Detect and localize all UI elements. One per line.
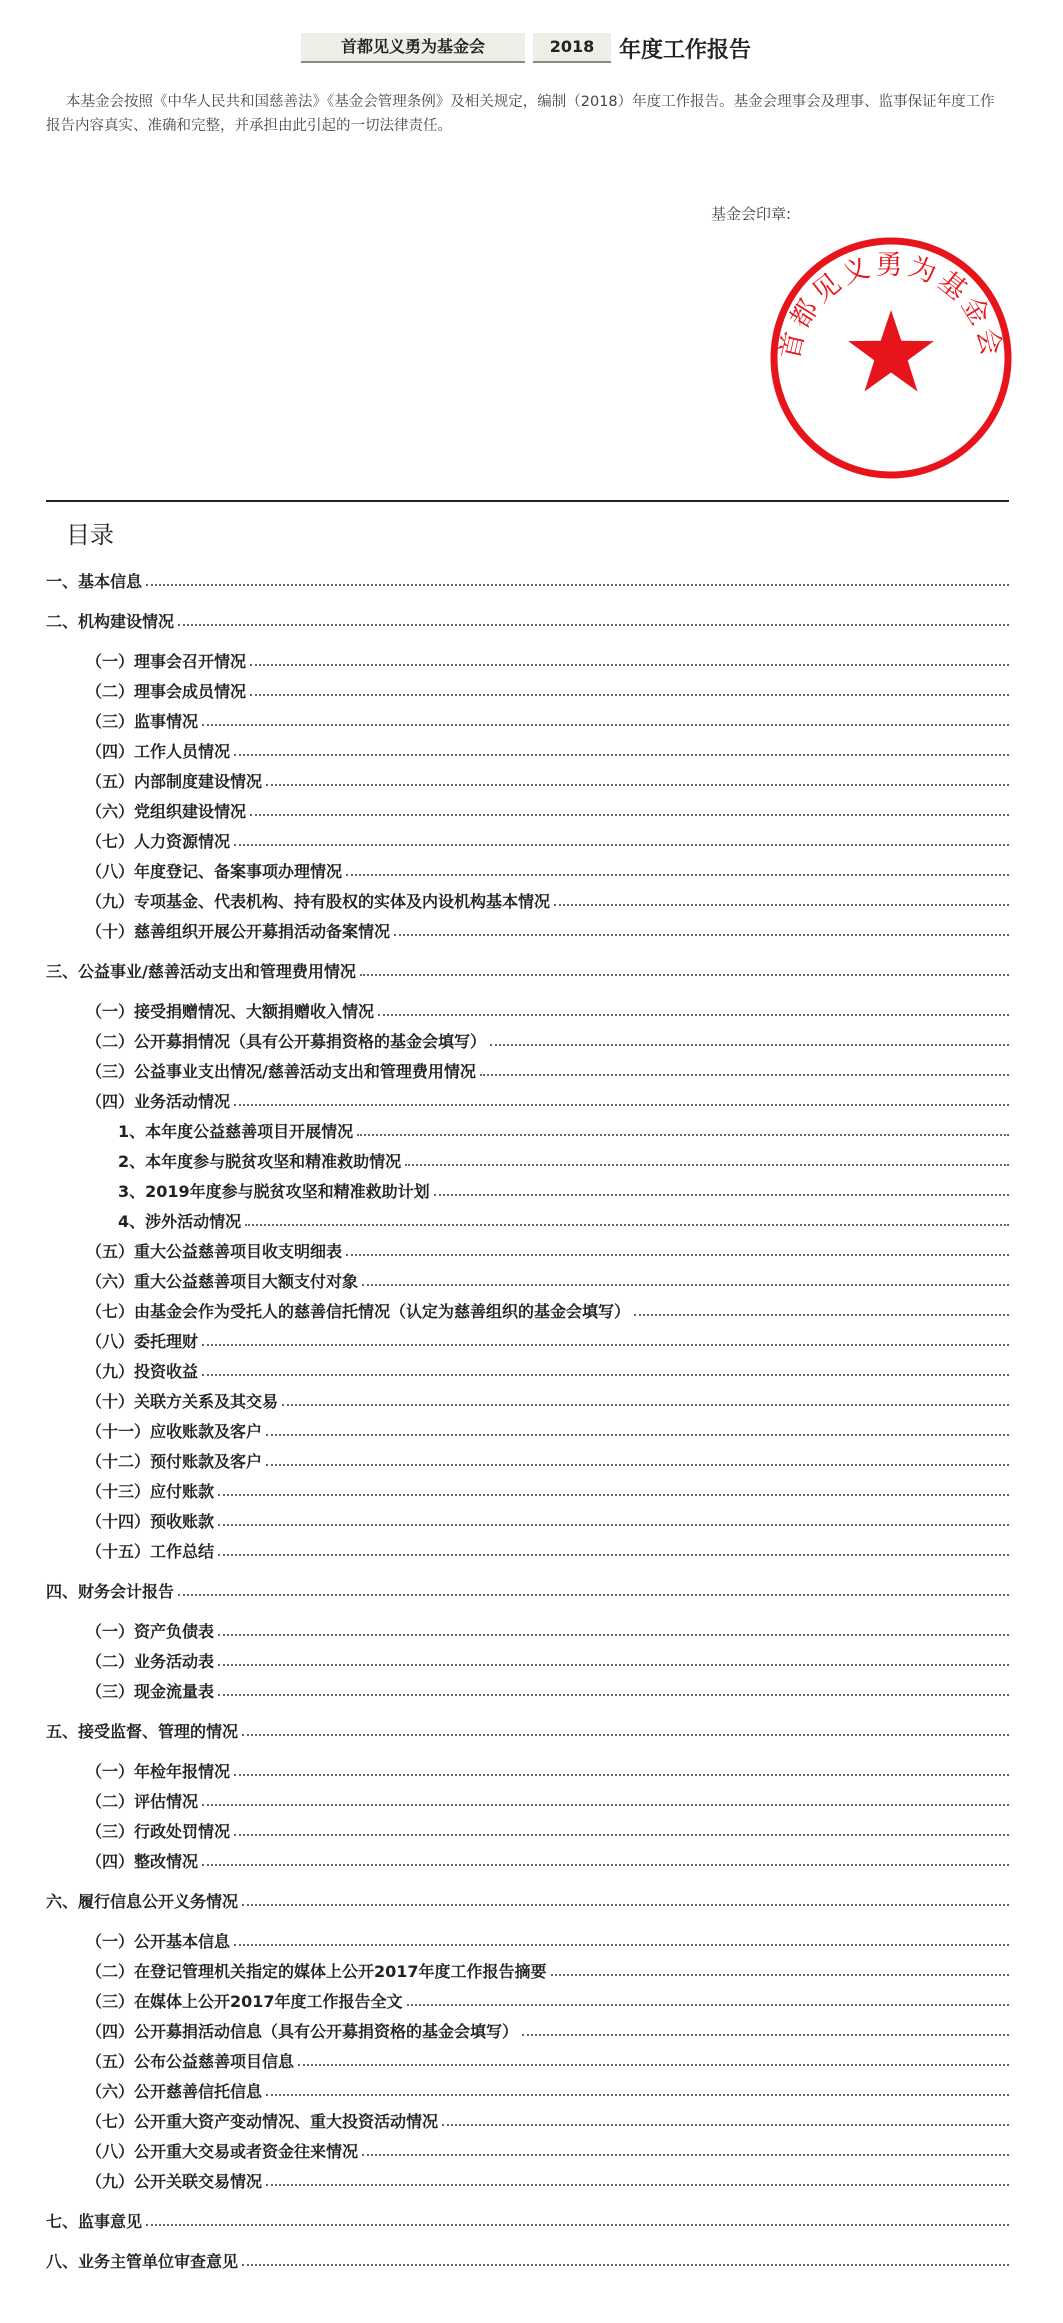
toc-entry-label: （五）内部制度建设情况 bbox=[86, 772, 263, 791]
toc-leader-dots bbox=[218, 1524, 1009, 1526]
toc-leader-dots bbox=[218, 1634, 1009, 1636]
toc-entry[interactable] bbox=[46, 1478, 1009, 1502]
toc-leader-dots bbox=[234, 754, 1009, 756]
toc-entry-label: 五、接受监督、管理的情况 bbox=[46, 1722, 239, 1741]
toc-entry[interactable] bbox=[46, 738, 1009, 762]
toc-entry-label: （五）公布公益慈善项目信息 bbox=[86, 2052, 295, 2071]
toc-entry-label: （十三）应付账款 bbox=[86, 1482, 215, 1501]
toc-entry[interactable] bbox=[46, 678, 1009, 702]
toc-entry[interactable] bbox=[46, 1758, 1009, 1782]
toc-entry-label: （四）工作人员情况 bbox=[86, 742, 231, 761]
toc-entry-label: （二）理事会成员情况 bbox=[86, 682, 247, 701]
toc-leader-dots bbox=[218, 1694, 1009, 1696]
toc-entry[interactable] bbox=[46, 798, 1009, 822]
toc-entry-label: （七）公开重大资产变动情况、重大投资活动情况 bbox=[86, 2112, 439, 2131]
toc-entry-label: （二）公开募捐情况（具有公开募捐资格的基金会填写） bbox=[86, 1032, 487, 1051]
toc-entry[interactable] bbox=[46, 1148, 1009, 1172]
toc-entry-label: （一）资产负债表 bbox=[86, 1622, 215, 1641]
toc-entry[interactable] bbox=[46, 1418, 1009, 1442]
toc-entry-label: 1、本年度公益慈善项目开展情况 bbox=[118, 1122, 354, 1141]
toc-entry[interactable] bbox=[46, 2078, 1009, 2102]
toc-leader-dots bbox=[266, 1434, 1009, 1436]
foundation-seal bbox=[766, 233, 1016, 483]
toc-entry[interactable] bbox=[46, 1118, 1009, 1142]
toc-entry[interactable] bbox=[46, 1508, 1009, 1532]
toc-entry[interactable] bbox=[46, 1238, 1009, 1262]
year-field: 2018 bbox=[533, 33, 611, 63]
toc-leader-dots bbox=[234, 1834, 1009, 1836]
toc-entry-label: （二）业务活动表 bbox=[86, 1652, 215, 1671]
toc-entry-label: 2、本年度参与脱贫攻坚和精准救助情况 bbox=[118, 1152, 402, 1171]
toc-leader-dots bbox=[250, 814, 1009, 816]
toc-entry[interactable] bbox=[46, 768, 1009, 792]
toc-entry-label: （六）公开慈善信托信息 bbox=[86, 2082, 263, 2101]
toc-entry[interactable] bbox=[46, 1328, 1009, 1352]
toc-leader-dots bbox=[234, 844, 1009, 846]
report-title bbox=[301, 32, 751, 64]
toc-entry[interactable] bbox=[46, 1888, 1009, 1912]
toc-entry[interactable] bbox=[46, 2138, 1009, 2162]
toc-leader-dots bbox=[346, 874, 1009, 876]
toc-leader-dots bbox=[405, 1164, 1009, 1166]
toc-leader-dots bbox=[202, 724, 1009, 726]
toc-leader-dots bbox=[362, 2154, 1009, 2156]
toc-leader-dots bbox=[434, 1194, 1009, 1196]
toc-leader-dots bbox=[554, 904, 1009, 906]
toc-entry-label: （六）重大公益慈善项目大额支付对象 bbox=[86, 1272, 359, 1291]
toc-entry-label: （一）年检年报情况 bbox=[86, 1762, 231, 1781]
seal-star-icon bbox=[848, 310, 934, 392]
toc-entry-label: （四）公开募捐活动信息（具有公开募捐资格的基金会填写） bbox=[86, 2022, 519, 2041]
toc-leader-dots bbox=[394, 934, 1009, 936]
toc-entry[interactable] bbox=[46, 2248, 1009, 2272]
toc-entry-label: 二、机构建设情况 bbox=[46, 612, 175, 631]
toc-entry-label: （十一）应收账款及客户 bbox=[86, 1422, 263, 1441]
toc-entry[interactable] bbox=[46, 918, 1009, 942]
toc-entry[interactable] bbox=[46, 2018, 1009, 2042]
toc-leader-dots bbox=[178, 624, 1009, 626]
toc-entry[interactable] bbox=[46, 648, 1009, 672]
toc-leader-dots bbox=[407, 2004, 1009, 2006]
toc-entry-label: 4、涉外活动情况 bbox=[118, 1212, 242, 1231]
toc-leader-dots bbox=[202, 1374, 1009, 1376]
toc-entry-label: （一）接受捐赠情况、大额捐赠收入情况 bbox=[86, 1002, 375, 1021]
toc-entry-label: （三）公益事业支出情况/慈善活动支出和管理费用情况 bbox=[86, 1062, 476, 1081]
toc-leader-dots bbox=[218, 1554, 1009, 1556]
toc-entry-label: （七）由基金会作为受托人的慈善信托情况（认定为慈善组织的基金会填写） bbox=[86, 1302, 631, 1321]
toc-entry[interactable] bbox=[46, 1818, 1009, 1842]
toc-entry-label: 八、业务主管单位审查意见 bbox=[46, 2252, 239, 2271]
toc-leader-dots bbox=[480, 1074, 1009, 1076]
toc-entry-label: （九）公开关联交易情况 bbox=[86, 2172, 263, 2191]
toc-entry-label: （八）公开重大交易或者资金往来情况 bbox=[86, 2142, 359, 2161]
toc-entry[interactable] bbox=[46, 2208, 1009, 2232]
toc-entry-label: （一）公开基本信息 bbox=[86, 1932, 231, 1951]
toc-leader-dots bbox=[490, 1044, 1009, 1046]
toc-entry[interactable] bbox=[46, 1648, 1009, 1672]
toc-leader-dots bbox=[250, 664, 1009, 666]
toc-leader-dots bbox=[266, 2094, 1009, 2096]
toc-title: 目录 bbox=[66, 521, 114, 549]
toc-entry[interactable] bbox=[46, 1298, 1009, 1322]
toc-entry-label: （八）年度登记、备案事项办理情况 bbox=[86, 862, 343, 881]
toc-entry[interactable] bbox=[46, 1988, 1009, 2012]
toc-leader-dots bbox=[266, 2184, 1009, 2186]
toc-entry-label: 四、财务会计报告 bbox=[46, 1582, 175, 1601]
toc-leader-dots bbox=[551, 1974, 1009, 1976]
toc-entry-label: （六）党组织建设情况 bbox=[86, 802, 247, 821]
toc-entry-label: （十）关联方关系及其交易 bbox=[86, 1392, 279, 1411]
toc-entry[interactable] bbox=[46, 1268, 1009, 1292]
toc-entry[interactable] bbox=[46, 1178, 1009, 1202]
toc-entry-label: 七、监事意见 bbox=[46, 2212, 143, 2231]
toc-leader-dots bbox=[522, 2034, 1009, 2036]
toc-entry-label: （一）理事会召开情况 bbox=[86, 652, 247, 671]
intro-paragraph: 本基金会按照《中华人民共和国慈善法》《基金会管理条例》及相关规定，编制（2018）年度工作报告。基金会理事会及理事、监事保证年度工作报告内容真实、准确和完整，并承担由此引起的一切法律责任。 bbox=[46, 94, 995, 134]
toc-entry[interactable] bbox=[46, 858, 1009, 882]
toc-entry-label: （四）业务活动情况 bbox=[86, 1092, 231, 1111]
toc-entry[interactable] bbox=[46, 2048, 1009, 2072]
toc-leader-dots bbox=[146, 584, 1009, 586]
toc-entry[interactable] bbox=[46, 1028, 1009, 1052]
toc-leader-dots bbox=[298, 2064, 1009, 2066]
toc-entry[interactable] bbox=[46, 1388, 1009, 1412]
toc-entry[interactable] bbox=[46, 828, 1009, 852]
toc-entry-label: （八）委托理财 bbox=[86, 1332, 199, 1351]
toc-entry[interactable] bbox=[46, 1538, 1009, 1562]
toc-entry-label: 六、履行信息公开义务情况 bbox=[46, 1892, 239, 1911]
toc-leader-dots bbox=[218, 1664, 1009, 1666]
toc-leader-dots bbox=[178, 1594, 1009, 1596]
toc-entry[interactable] bbox=[46, 608, 1009, 632]
toc-entry[interactable] bbox=[46, 1928, 1009, 1952]
toc-entry[interactable] bbox=[46, 1578, 1009, 1602]
toc-leader-dots bbox=[378, 1014, 1009, 1016]
toc-leader-dots bbox=[266, 784, 1009, 786]
toc-entry[interactable] bbox=[46, 708, 1009, 732]
toc-leader-dots bbox=[202, 1864, 1009, 1866]
toc-leader-dots bbox=[362, 1284, 1009, 1286]
toc-leader-dots bbox=[282, 1404, 1009, 1406]
toc-entry-label: （十四）预收账款 bbox=[86, 1512, 215, 1531]
toc-entry[interactable] bbox=[46, 888, 1009, 912]
toc-leader-dots bbox=[346, 1254, 1009, 1256]
toc-leader-dots bbox=[266, 1464, 1009, 1466]
toc-entry[interactable] bbox=[46, 958, 1009, 982]
toc-entry[interactable] bbox=[46, 1088, 1009, 1112]
toc-leader-dots bbox=[357, 1134, 1009, 1136]
toc-entry-label: （三）现金流量表 bbox=[86, 1682, 215, 1701]
toc-entry[interactable] bbox=[46, 1358, 1009, 1382]
toc-entry[interactable] bbox=[46, 1448, 1009, 1472]
toc-entry[interactable] bbox=[46, 1058, 1009, 1082]
toc-entry[interactable] bbox=[46, 2168, 1009, 2192]
toc-entry[interactable] bbox=[46, 998, 1009, 1022]
toc-leader-dots bbox=[146, 2224, 1009, 2226]
toc-leader-dots bbox=[245, 1224, 1009, 1226]
toc-entry-label: （十二）预付账款及客户 bbox=[86, 1452, 263, 1471]
toc-entry-label: （二）评估情况 bbox=[86, 1792, 199, 1811]
seal-text: 首都见义勇为基金会 bbox=[774, 249, 1008, 363]
toc-leader-dots bbox=[218, 1494, 1009, 1496]
toc-leader-dots bbox=[234, 1104, 1009, 1106]
toc-entry-label: （五）重大公益慈善项目收支明细表 bbox=[86, 1242, 343, 1261]
toc-leader-dots bbox=[634, 1314, 1009, 1316]
toc-leader-dots bbox=[234, 1774, 1009, 1776]
toc-entry[interactable] bbox=[46, 2108, 1009, 2132]
toc-entry-label: （七）人力资源情况 bbox=[86, 832, 231, 851]
toc-leader-dots bbox=[242, 1904, 1009, 1906]
toc-entry[interactable] bbox=[46, 1678, 1009, 1702]
toc-entry[interactable] bbox=[46, 1618, 1009, 1642]
toc-entry[interactable] bbox=[46, 1718, 1009, 1742]
toc-entry[interactable] bbox=[46, 1958, 1009, 1982]
toc-leader-dots bbox=[202, 1344, 1009, 1346]
toc-leader-dots bbox=[242, 2264, 1009, 2266]
toc-entry-label: （九）投资收益 bbox=[86, 1362, 199, 1381]
toc-entry-label: （二）在登记管理机关指定的媒体上公开2017年度工作报告摘要 bbox=[86, 1962, 547, 1981]
toc-entry-label: （三）在媒体上公开2017年度工作报告全文 bbox=[86, 1992, 403, 2011]
org-name-field: 首都见义勇为基金会 bbox=[301, 33, 525, 63]
toc-entry[interactable] bbox=[46, 1848, 1009, 1872]
seal-label: 基金会印章: bbox=[711, 205, 792, 223]
toc-entry-label: 一、基本信息 bbox=[46, 572, 143, 591]
toc-entry-label: （十）慈善组织开展公开募捐活动备案情况 bbox=[86, 922, 391, 941]
toc-leader-dots bbox=[202, 1804, 1009, 1806]
toc-leader-dots bbox=[242, 1734, 1009, 1736]
toc-entry-label: （十五）工作总结 bbox=[86, 1542, 215, 1561]
toc-leader-dots bbox=[360, 974, 1009, 976]
toc-entry-label: 三、公益事业/慈善活动支出和管理费用情况 bbox=[46, 962, 356, 981]
toc-entry[interactable] bbox=[46, 1208, 1009, 1232]
toc-entry[interactable] bbox=[46, 1788, 1009, 1812]
title-suffix: 年度工作报告 bbox=[619, 37, 752, 63]
toc-leader-dots bbox=[234, 1944, 1009, 1946]
toc-leader-dots bbox=[250, 694, 1009, 696]
section-divider bbox=[46, 500, 1009, 502]
toc-entry-label: （三）行政处罚情况 bbox=[86, 1822, 231, 1841]
toc-entry-label: （九）专项基金、代表机构、持有股权的实体及内设机构基本情况 bbox=[86, 892, 551, 911]
toc-entry[interactable] bbox=[46, 568, 1009, 592]
toc-leader-dots bbox=[442, 2124, 1009, 2126]
toc-entry-label: （三）监事情况 bbox=[86, 712, 199, 731]
toc-entry-label: （四）整改情况 bbox=[86, 1852, 199, 1871]
toc-entry-label: 3、2019年度参与脱贫攻坚和精准救助计划 bbox=[118, 1182, 430, 1201]
